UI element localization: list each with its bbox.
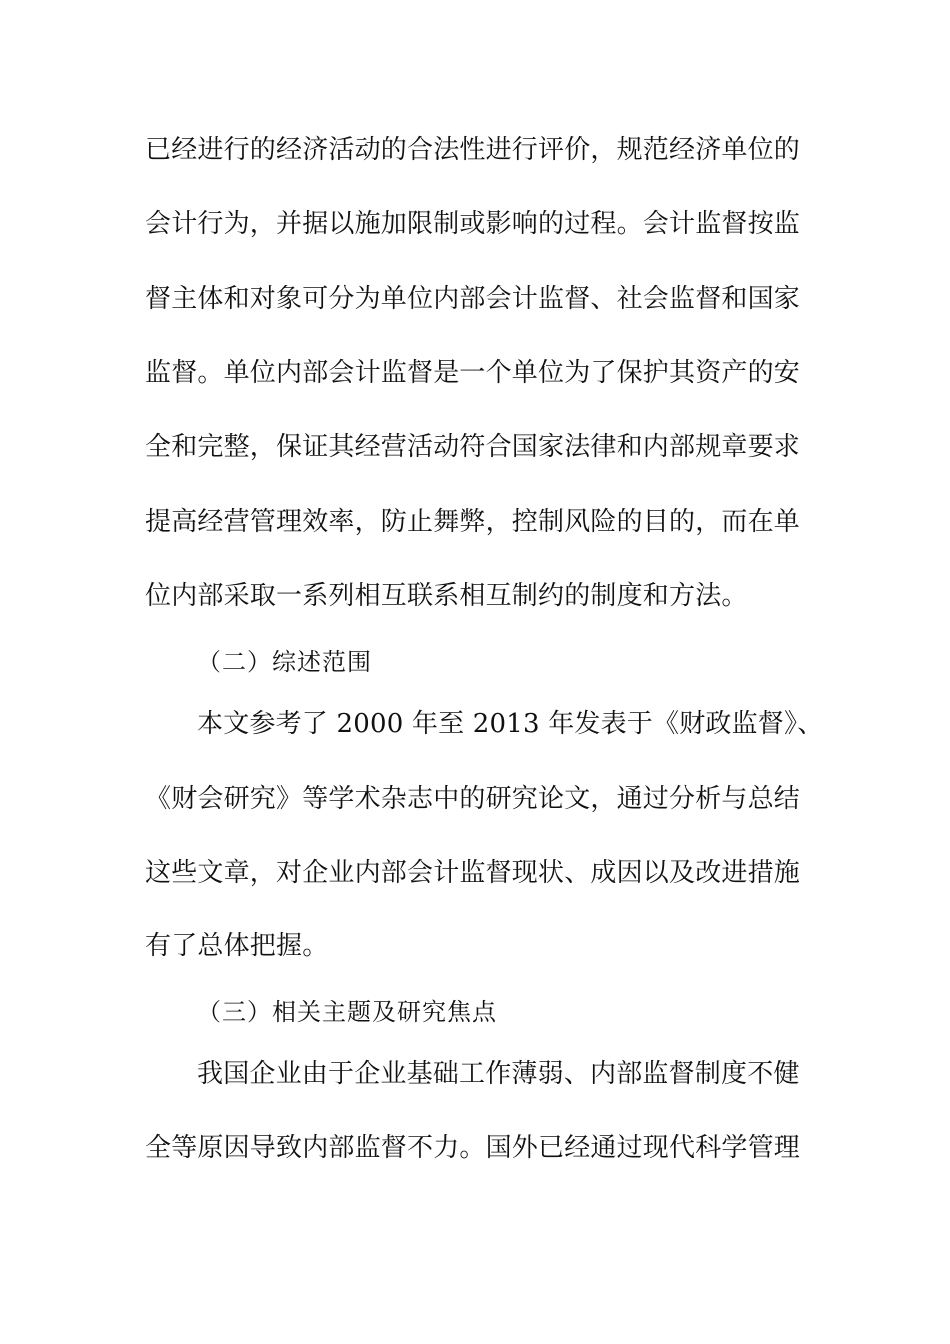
text-line: 《财会研究》等学术杂志中的研究论文，通过分析与总结 xyxy=(145,784,801,814)
text-line: 有了总体把握。 xyxy=(145,931,329,961)
text-line: 我国企业由于企业基础工作薄弱、内部监督制度不健 xyxy=(197,1059,800,1089)
text-line: 已经进行的经济活动的合法性进行评价，规范经济单位的 xyxy=(145,135,801,165)
text-line: 监督。单位内部会计监督是一个单位为了保护其资产的安 xyxy=(145,358,801,388)
text-line: 这些文章，对企业内部会计监督现状、成因以及改进措施 xyxy=(145,858,801,888)
text-line: 督主体和对象可分为单位内部会计监督、社会监督和国家 xyxy=(145,284,801,314)
text-line: 全等原因导致内部监督不力。国外已经通过现代科学管理 xyxy=(145,1133,801,1163)
text-line: 位内部采取一系列相互联系相互制约的制度和方法。 xyxy=(145,581,748,611)
text-line: 会计行为，并据以施加限制或影响的过程。会计监督按监 xyxy=(145,209,801,239)
section-heading: （二）综述范围 xyxy=(197,648,372,676)
text-line: 本文参考了 2000 年至 2013 年发表于《财政监督》、 xyxy=(197,709,824,739)
text-line: 提高经营管理效率，防止舞弊，控制风险的目的，而在单 xyxy=(145,507,801,537)
text-line: 全和完整，保证其经营活动符合国家法律和内部规章要求 xyxy=(145,432,801,462)
section-heading: （三）相关主题及研究焦点 xyxy=(197,998,497,1026)
